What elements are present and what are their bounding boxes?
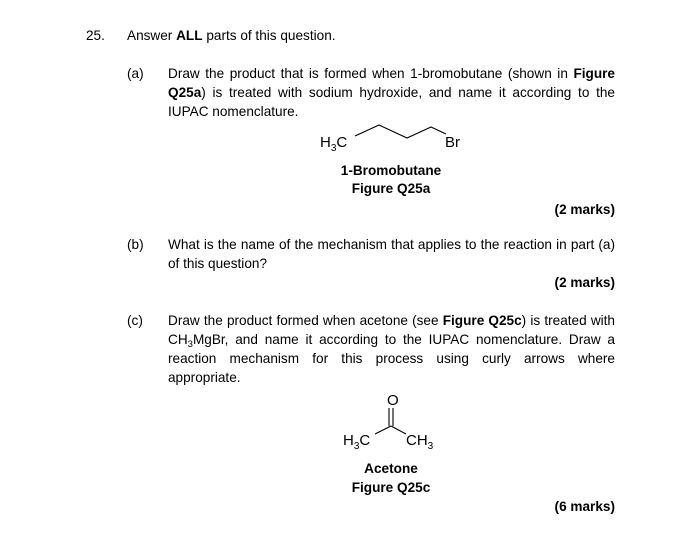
- part-a-text-2: ) is treated with sodium hydroxide, and name it according to the IUPAC nomenclature.: [168, 85, 615, 119]
- instruction-prefix: Answer: [127, 28, 177, 43]
- figure-q25c-caption: Figure Q25c: [351, 480, 431, 495]
- question-number: 25.: [86, 28, 105, 43]
- part-c-reagent-sub: 3: [187, 339, 193, 350]
- figure-q25a-name: 1-Bromobutane: [340, 163, 442, 178]
- bromobutane-structure: [310, 118, 470, 158]
- ch3-label: $CH_3$: [406, 432, 434, 452]
- instruction-suffix: parts of this question.: [202, 28, 336, 43]
- part-c-label: (c): [127, 313, 143, 328]
- h3c-label: $H_3C$: [343, 432, 371, 452]
- left-methyl-bond: [375, 426, 391, 434]
- part-c-text: [168, 311, 615, 387]
- part-c-text-2: ) is treated with CH: [168, 313, 615, 347]
- part-b-label: (b): [127, 237, 144, 252]
- part-a-figure-ref: Figure Q25a: [168, 66, 615, 100]
- part-c-text-1: Draw the product formed when acetone (see: [168, 313, 443, 328]
- part-b-text: What is the name of the mechanism that applies to the reaction in part (a) of this question?: [168, 237, 615, 271]
- part-a-text-1: Draw the product that is formed when 1-bromobutane (shown in: [168, 66, 574, 81]
- instruction-emphasis: ALL: [176, 28, 203, 43]
- part-a-marks: (2 marks): [554, 202, 615, 217]
- part-c-text-3: MgBr, and name it according to the IUPAC nomenclature. Draw a reaction mechanism for this process using curly arrows where appropriate.: [168, 332, 615, 385]
- part-c-figure-ref: Figure Q25c: [442, 313, 522, 328]
- acetone-structure: [330, 385, 460, 455]
- oxygen-label: O: [387, 392, 399, 409]
- figure-q25a-caption: Figure Q25a: [351, 181, 431, 196]
- part-c-marks: (6 marks): [554, 499, 615, 514]
- br-label: Br: [445, 134, 460, 151]
- part-a-text: [168, 64, 615, 121]
- right-methyl-bond: [391, 426, 406, 434]
- part-a-label: (a): [127, 66, 144, 81]
- h3c-label: $H_3C$: [320, 134, 348, 154]
- part-b-marks: (2 marks): [554, 275, 615, 290]
- question-instruction: [127, 26, 336, 45]
- figure-q25c-name: Acetone: [364, 461, 418, 476]
- carbon-chain-bonds: [355, 125, 446, 138]
